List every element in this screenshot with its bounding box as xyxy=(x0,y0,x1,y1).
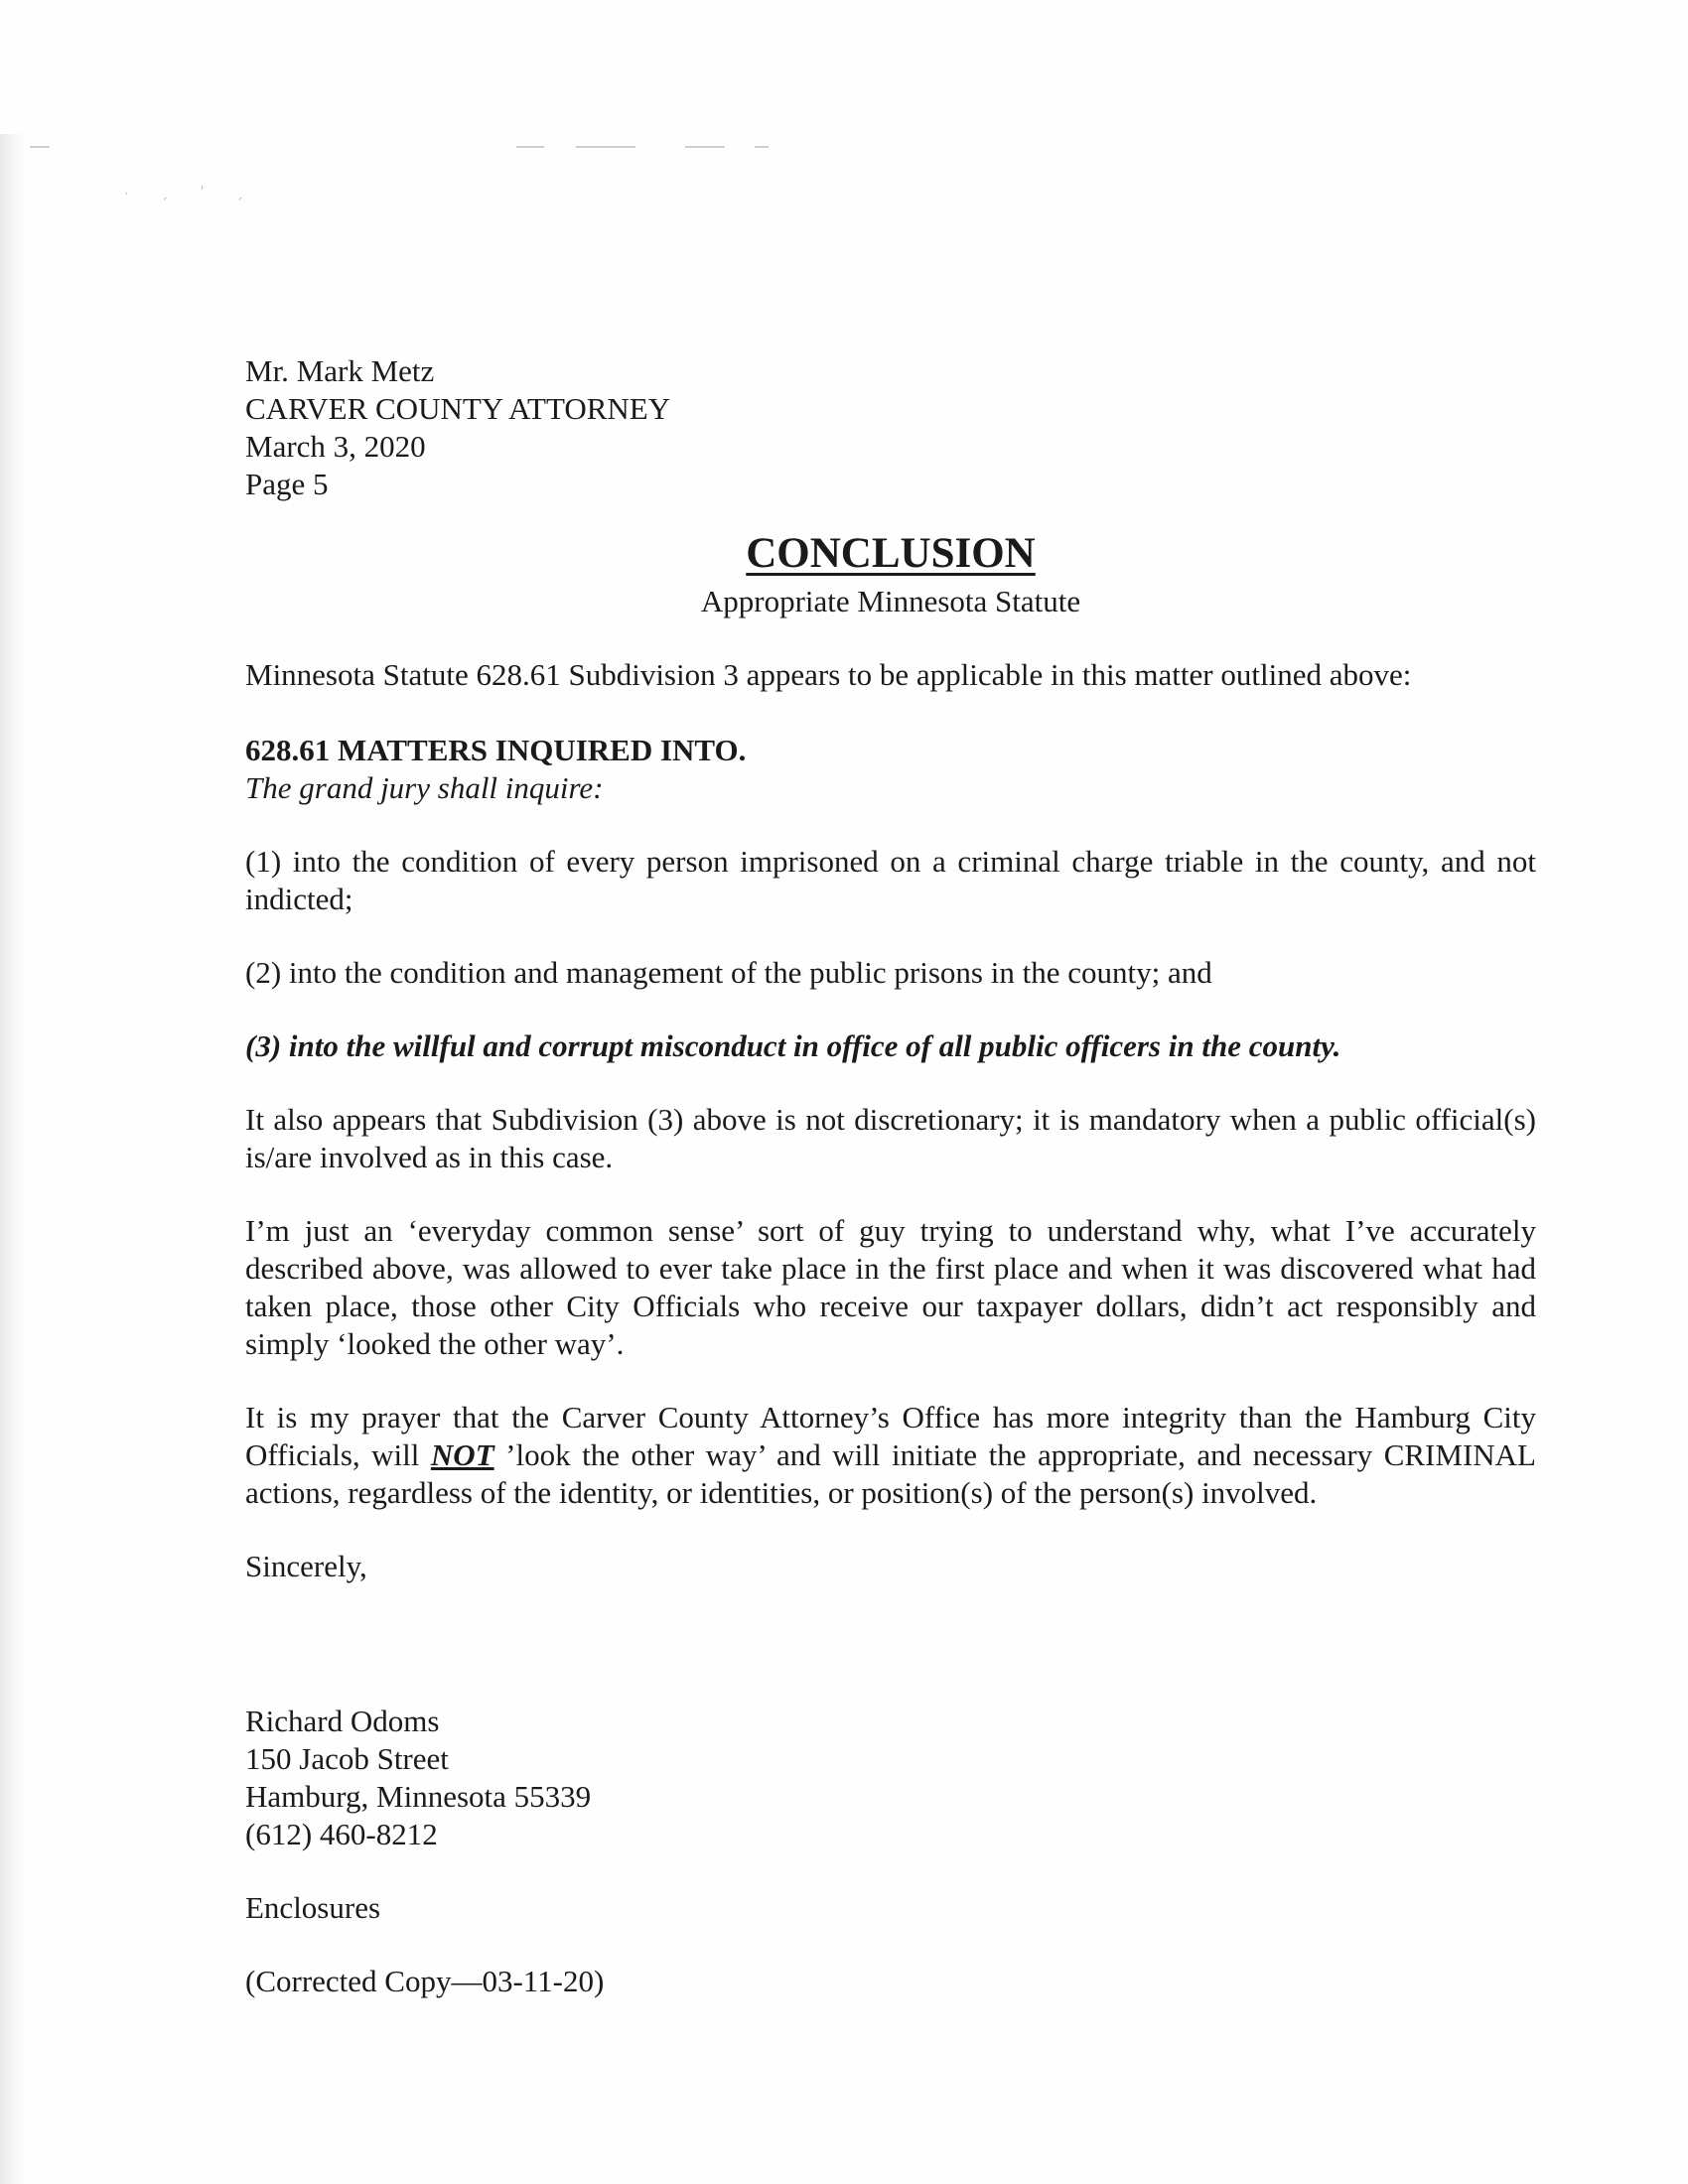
recipient-name: Mr. Mark Metz xyxy=(245,353,435,388)
signer-city: Hamburg, Minnesota 55339 xyxy=(245,1779,592,1814)
scan-artifact xyxy=(516,146,544,148)
signature-block xyxy=(245,1703,1536,1853)
statute-intro: The grand jury shall inquire: xyxy=(245,770,604,805)
statute-item-1: (1) into the condition of every person imprisoned on a criminal charge triable in the county, and not indicted; xyxy=(245,844,1536,916)
prayer-paragraph xyxy=(245,1399,1536,1512)
statute-item-2: (2) into the condition and management of the public prisons in the county; and xyxy=(245,955,1212,990)
section-subtitle: Appropriate Minnesota Statute xyxy=(700,584,1081,618)
scan-artifact xyxy=(576,146,635,148)
page-number: Page 5 xyxy=(245,467,329,501)
scan-artifact xyxy=(755,146,769,148)
scan-artifact xyxy=(30,146,50,148)
signer-phone: (612) 460-8212 xyxy=(245,1817,438,1851)
enclosures-note: Enclosures xyxy=(245,1890,381,1925)
scan-artifact: ˴ ˏ ˈ ˏ xyxy=(124,185,257,201)
signer-name: Richard Odoms xyxy=(245,1704,440,1738)
intro-paragraph: Minnesota Statute 628.61 Subdivision 3 appears to be applicable in this matter outlined above: xyxy=(245,657,1412,692)
common-sense-paragraph: I’m just an ‘everyday common sense’ sort of guy trying to understand why, what I’ve accurately described above, was allowed to ever take place in the first place and when it was discovered what had taken place, those other City Officials who receive our taxpayer dollars, didn’t act responsibly and simply ‘looked the other way’. xyxy=(245,1213,1536,1361)
prayer-text-start: It is my prayer that the Carver County Attorney’s Office has more integrity than the Hamburg City Officials, will xyxy=(245,1400,1536,1472)
letter-date: March 3, 2020 xyxy=(245,429,426,464)
scan-edge-shadow xyxy=(0,134,26,2184)
prayer-emphasis: NOT xyxy=(430,1437,494,1472)
letter-body xyxy=(245,352,1536,2000)
corrected-copy-note: (Corrected Copy—03-11-20) xyxy=(245,1964,605,1998)
signer-street: 150 Jacob Street xyxy=(245,1741,449,1776)
discretionary-paragraph: It also appears that Subdivision (3) above is not discretionary; it is mandatory when a public official(s) is/are involved as in this case. xyxy=(245,1102,1536,1174)
recipient-title: CARVER COUNTY ATTORNEY xyxy=(245,391,671,426)
section-title: CONCLUSION xyxy=(746,530,1036,577)
statute-heading: 628.61 MATTERS INQUIRED INTO. xyxy=(245,733,747,767)
scan-artifact xyxy=(685,146,725,148)
statute-item-3: (3) into the willful and corrupt misconduct in office of all public officers in the county. xyxy=(245,1028,1341,1063)
closing: Sincerely, xyxy=(245,1549,367,1583)
title-block xyxy=(245,529,1536,620)
prayer-text-end: ’look the other way’ and will initiate the appropriate, and necessary CRIMINAL actions, regardless of the identity, or identities, or position(s) of the person(s) involved. xyxy=(245,1437,1536,1510)
